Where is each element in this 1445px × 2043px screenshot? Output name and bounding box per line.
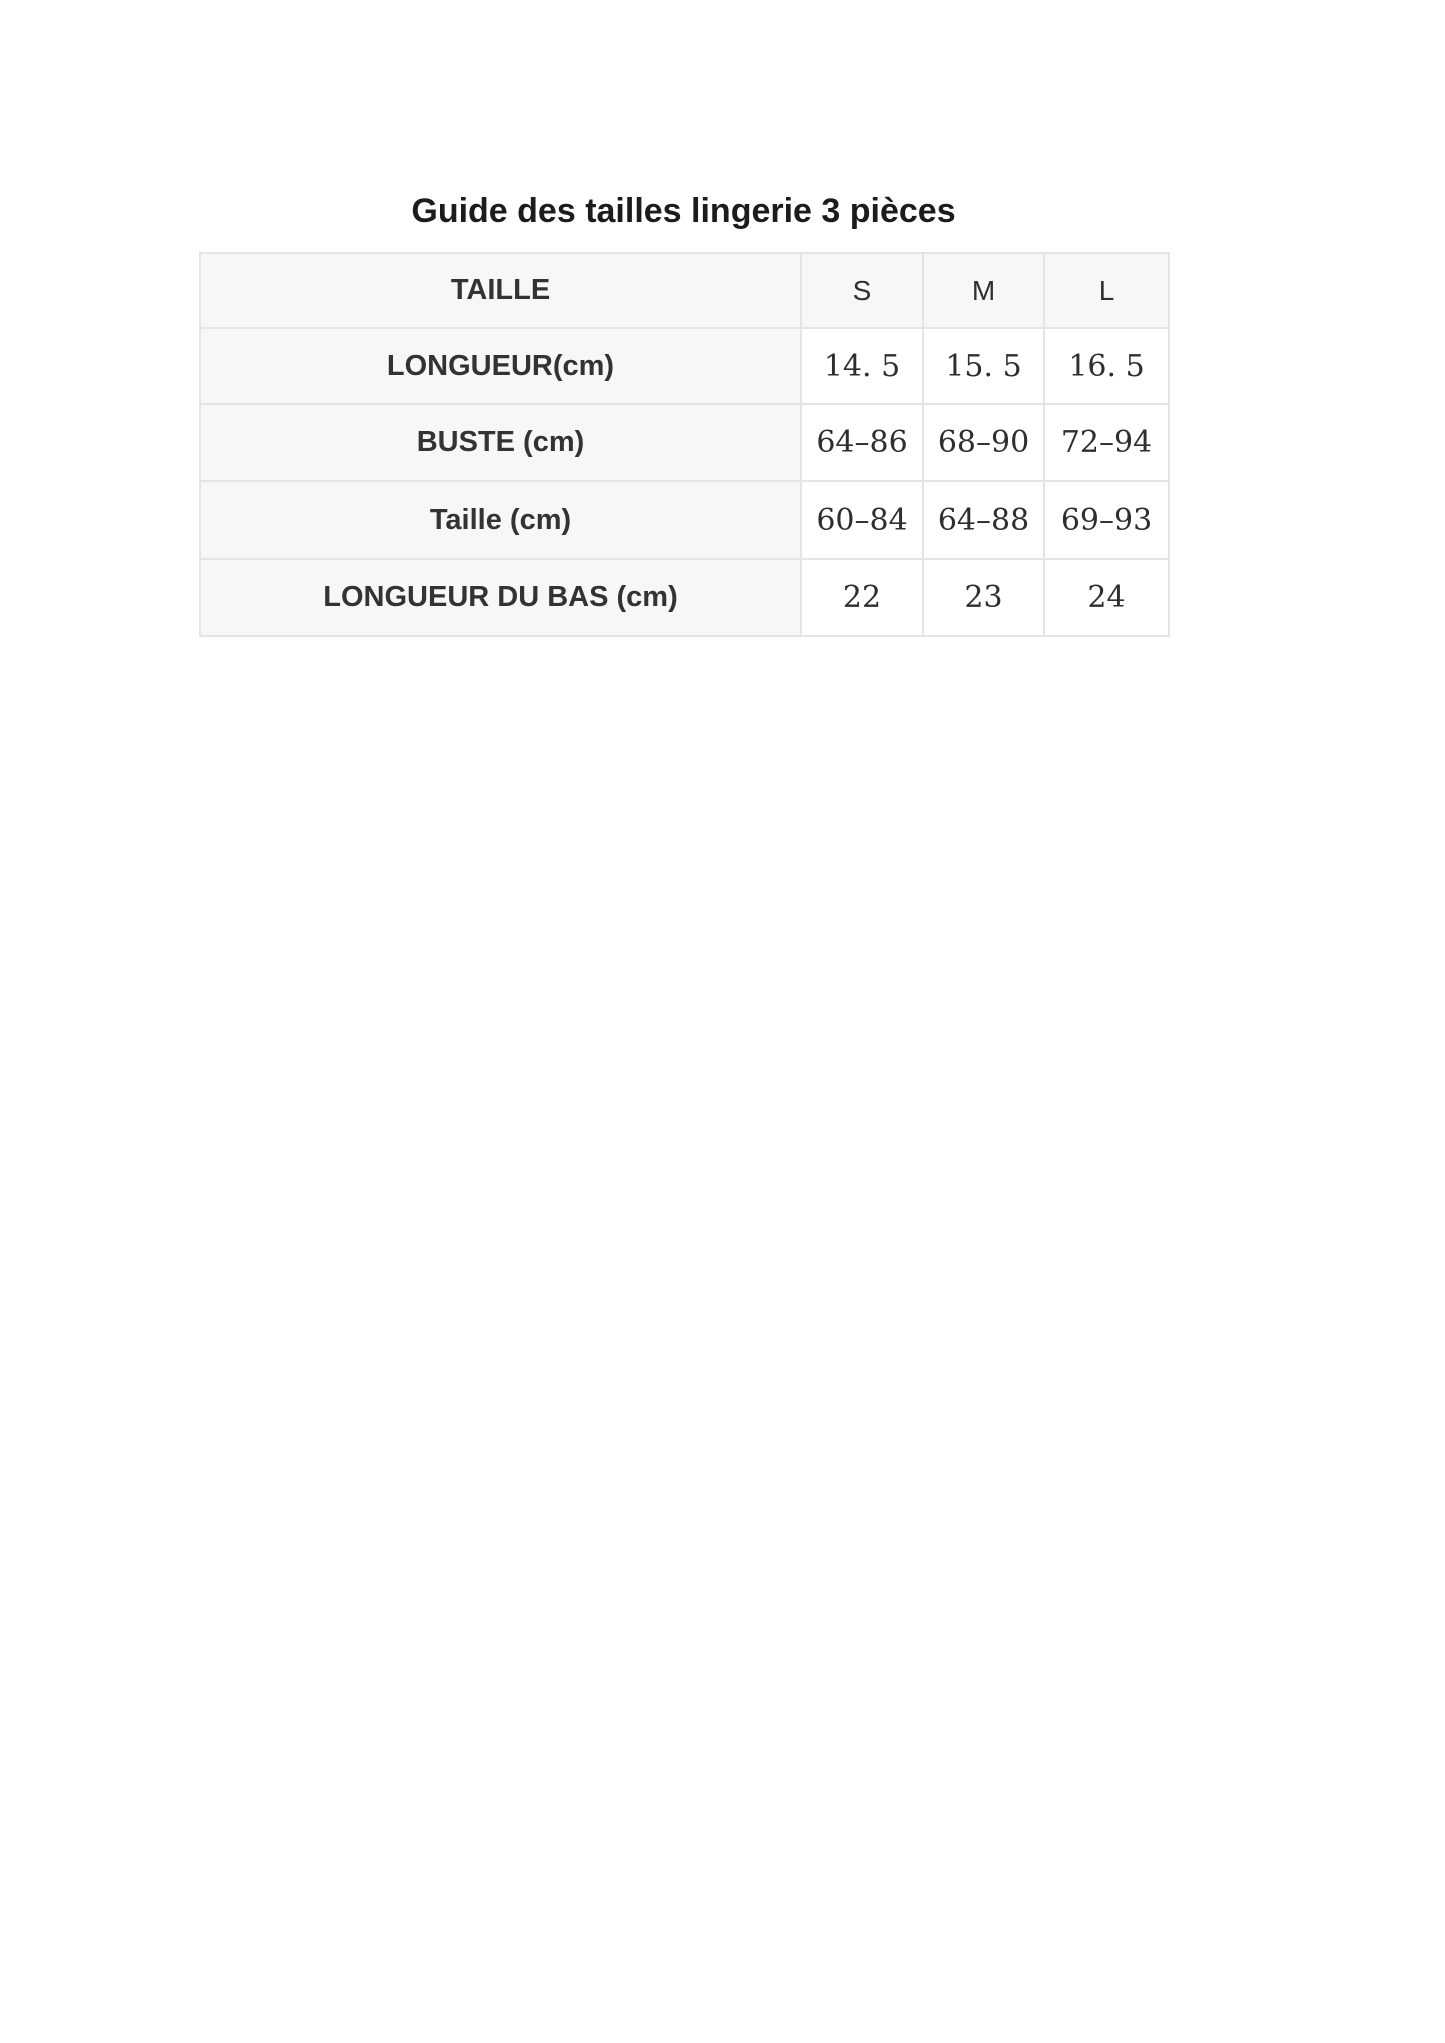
header-cell-size-s: S bbox=[801, 253, 923, 328]
value-cell-longueur-du-bas-l: 24 bbox=[1044, 559, 1169, 636]
value-cell-longueur-du-bas-s: 22 bbox=[801, 559, 923, 636]
header-cell-taille: TAILLE bbox=[200, 253, 801, 328]
row-label-longueur: LONGUEUR(cm) bbox=[200, 328, 801, 404]
size-guide-table bbox=[199, 252, 1170, 637]
value-cell-buste-m: 68–90 bbox=[923, 404, 1044, 481]
value-cell-taille-l: 69–93 bbox=[1044, 481, 1169, 559]
table-row-buste bbox=[200, 404, 1169, 481]
table-row-longueur bbox=[200, 328, 1169, 404]
row-label-taille: Taille (cm) bbox=[200, 481, 801, 559]
value-cell-longueur-l: 16. 5 bbox=[1044, 328, 1169, 404]
table-header-row bbox=[200, 253, 1169, 328]
value-cell-taille-s: 60–84 bbox=[801, 481, 923, 559]
row-label-longueur-du-bas: LONGUEUR DU BAS (cm) bbox=[200, 559, 801, 636]
value-cell-longueur-s: 14. 5 bbox=[801, 328, 923, 404]
value-cell-taille-m: 64–88 bbox=[923, 481, 1044, 559]
value-cell-longueur-m: 15. 5 bbox=[923, 328, 1044, 404]
table-row-taille bbox=[200, 481, 1169, 559]
table-row-longueur-du-bas bbox=[200, 559, 1169, 636]
page-title: Guide des tailles lingerie 3 pièces bbox=[411, 192, 956, 230]
value-cell-buste-s: 64–86 bbox=[801, 404, 923, 481]
value-cell-buste-l: 72–94 bbox=[1044, 404, 1169, 481]
value-cell-longueur-du-bas-m: 23 bbox=[923, 559, 1044, 636]
header-cell-size-m: M bbox=[923, 253, 1044, 328]
header-cell-size-l: L bbox=[1044, 253, 1169, 328]
row-label-buste: BUSTE (cm) bbox=[200, 404, 801, 481]
